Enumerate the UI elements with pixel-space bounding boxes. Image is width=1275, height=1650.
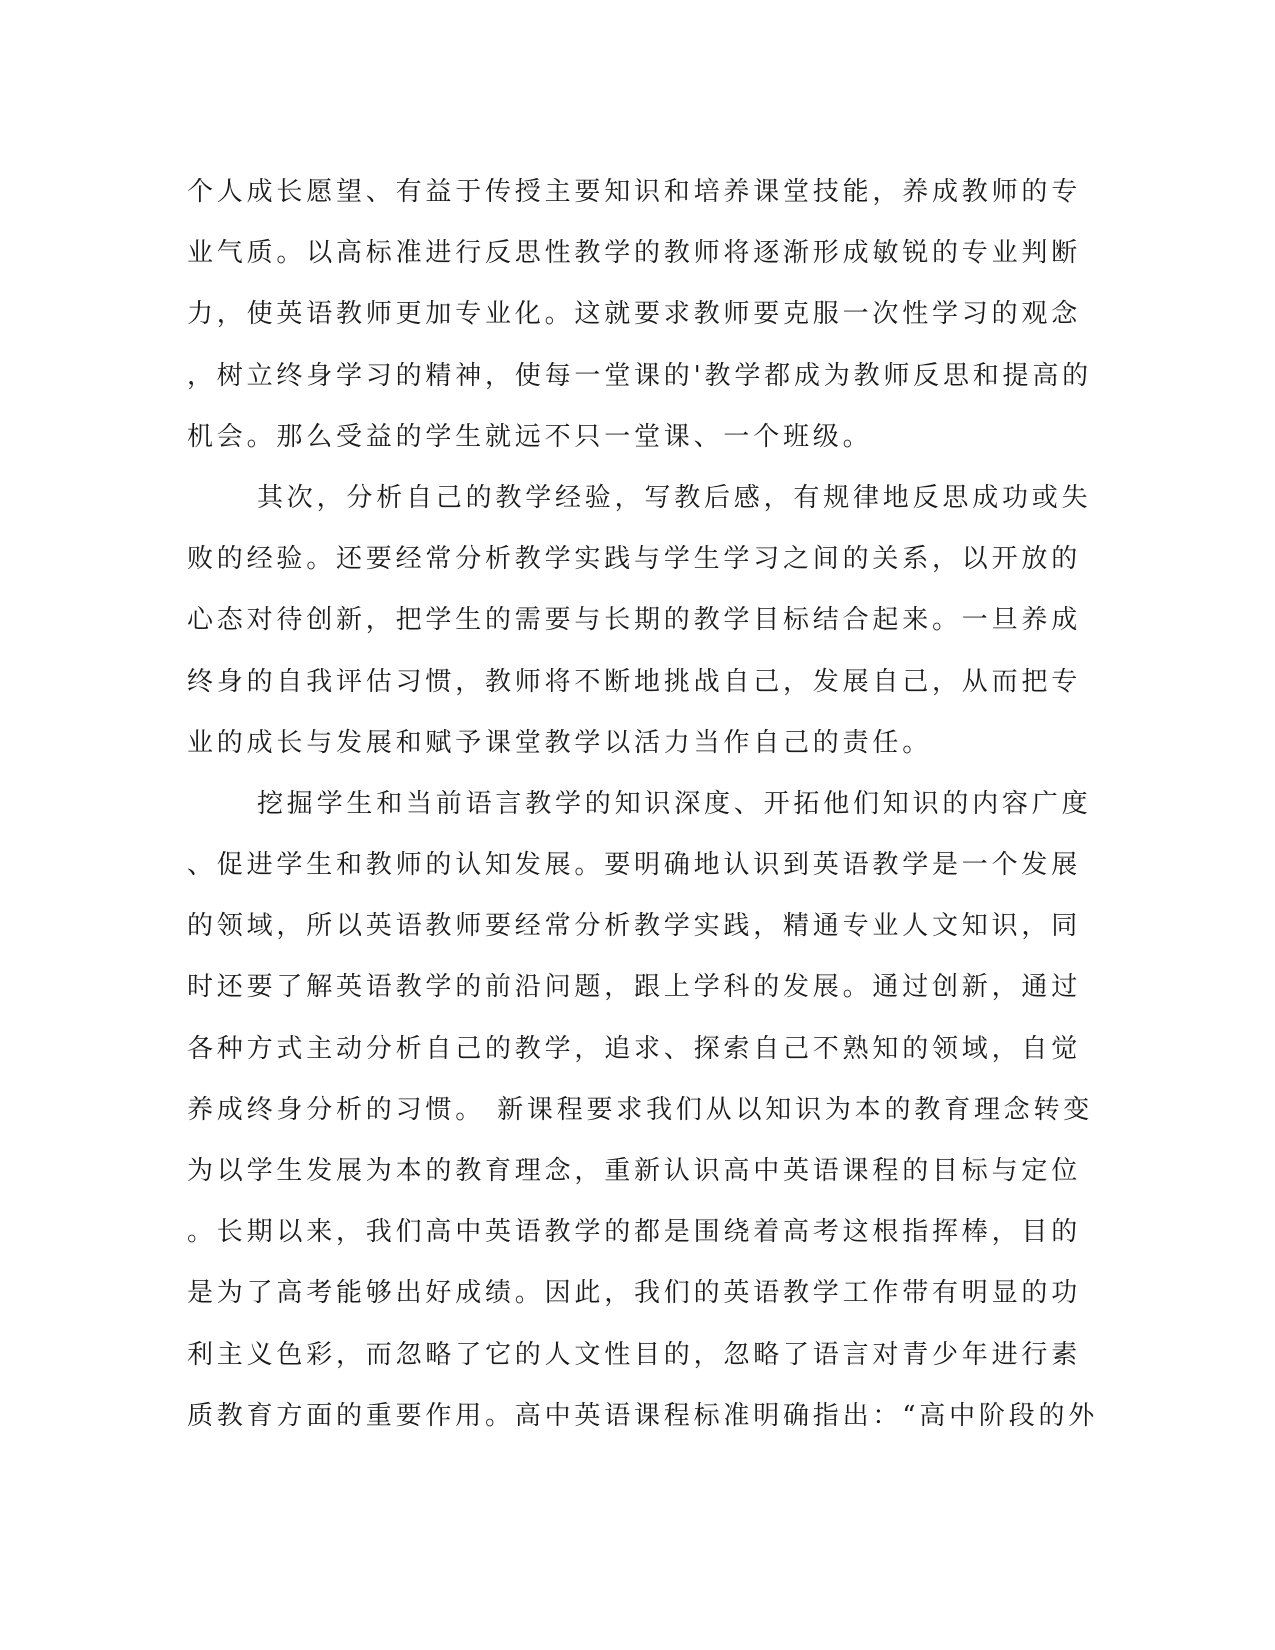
paragraph-3-line-1: 挖掘学生和当前语言教学的知识深度、开拓他们知识的内容广度 [257,788,1092,819]
paragraph-3-line-6: 养成终身分析的习惯。 新课程要求我们从以知识为本的教育理念转变 [187,1094,1094,1125]
paragraph-3-line-2: 、促进学生和教师的认知发展。要明确地认识到英语教学是一个发展 [187,850,1082,881]
paragraph-3-line-10: 利主义色彩，而忽略了它的人文性目的，忽略了语言对青少年进行素 [187,1339,1082,1370]
paragraph-2-line-4: 终身的自我评估习惯，教师将不断地挑战自己，发展自己，从而把专 [187,666,1082,697]
paragraph-2-line-2: 败的经验。还要经常分析教学实践与学生学习之间的关系，以开放的 [187,544,1082,575]
paragraph-3-line-4: 时还要了解英语教学的前沿问题，跟上学科的发展。通过创新，通过 [187,972,1082,1003]
paragraph-3-line-7: 为以学生发展为本的教育理念，重新认识高中英语课程的目标与定位 [187,1156,1082,1186]
paragraph-3-line-9: 是为了高考能够出好成绩。因此，我们的英语教学工作带有明显的功 [187,1278,1082,1309]
paragraph-1-line-3: 力，使英语教师更加专业化。这就要求教师要克服一次性学习的观念 [187,299,1082,330]
paragraph-2-line-1: 其次，分析自己的教学经验，写教后感，有规律地反思成功或失 [257,482,1092,513]
paragraph-2-line-5: 业的成长与发展和赋予课堂教学以活力当作自己的责任。 [187,727,933,758]
paragraph-2-line-3: 心态对待创新，把学生的需要与长期的教学目标结合起来。一旦养成 [187,605,1082,636]
paragraph-3-line-5: 各种方式主动分析自己的教学，追求、探索自己不熟知的领域，自觉 [187,1033,1082,1064]
paragraph-3-line-3: 的领域，所以英语教师要经常分析教学实践，精通专业人文知识，同 [187,911,1082,942]
paragraph-3-line-8: 。长期以来，我们高中英语教学的都是围绕着高考这根指挥棒，目的 [187,1217,1082,1248]
body-text [187,162,1099,1447]
paragraph-1-line-1: 个人成长愿望、有益于传授主要知识和培养课堂技能，养成教师的专 [187,177,1082,207]
paragraph-1-line-5: 机会。那么受益的学生就远不只一堂课、一个班级。 [187,421,873,452]
paragraph-1-line-4: ，树立终身学习的精神，使每一堂课的'教学都成为教师反思和提高的 [187,360,1092,391]
paragraph-1-line-2: 业气质。以高标准进行反思性教学的教师将逐渐形成敏锐的专业判断 [187,238,1082,269]
paragraph-3-line-11: 质教育方面的重要作用。高中英语课程标准明确指出：“高中阶段的外 [187,1400,1099,1431]
